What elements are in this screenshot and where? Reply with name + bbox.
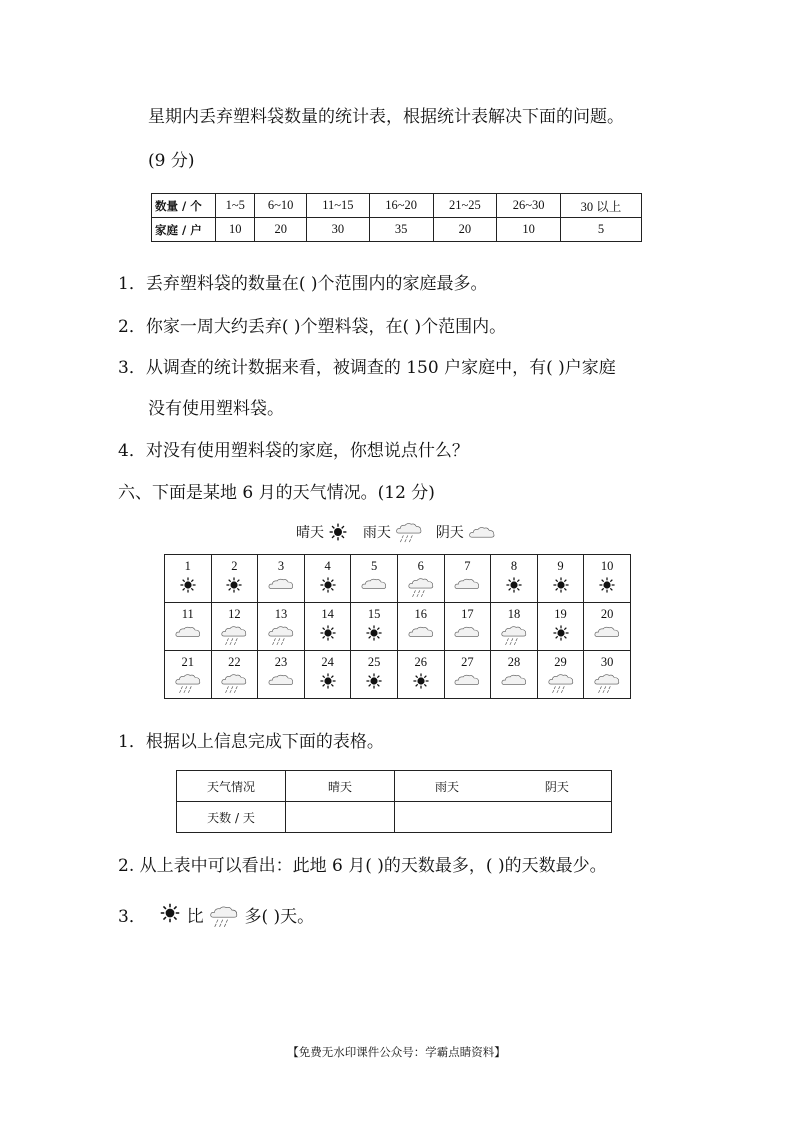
day-number: 10: [600, 559, 614, 573]
family-cell: 35: [369, 218, 433, 242]
row-header-days: 天数 / 天: [177, 802, 286, 833]
family-cell: 20: [433, 218, 497, 242]
day-number: 5: [371, 559, 378, 573]
row-header-families: 家庭 / 户: [152, 218, 216, 242]
calendar-day-cell: [491, 555, 538, 603]
range-cell: 30 以上: [560, 194, 641, 218]
calendar-day-cell: [304, 603, 351, 651]
bag-stats-table: [151, 193, 642, 242]
cloud-icon: [267, 576, 295, 591]
day-number: 4: [324, 559, 331, 573]
question-5-3-cont: 没有使用塑料袋。: [148, 399, 284, 419]
calendar-day-cell: [537, 555, 584, 603]
calendar-day-cell: [211, 555, 258, 603]
table-row: [177, 771, 612, 802]
calendar-day-cell: [351, 603, 398, 651]
intro-score: (9 分): [148, 151, 195, 171]
family-cell: 5: [560, 218, 641, 242]
calendar-day-cell: [304, 651, 351, 699]
calendar-day-cell: [444, 603, 491, 651]
intro-line-1: 星期内丢弃塑料袋数量的统计表，根据统计表解决下面的问题。: [148, 107, 624, 127]
day-number: 16: [414, 607, 428, 621]
legend-sunny-label: 晴天: [296, 525, 324, 541]
calendar-day-cell: [537, 603, 584, 651]
sun-icon: [365, 624, 383, 642]
sun-icon: [412, 672, 430, 690]
calendar-day-cell: [165, 651, 212, 699]
day-number: 9: [557, 559, 564, 573]
calendar-row: [165, 555, 631, 603]
day-number: 15: [367, 607, 381, 621]
day-number: 6: [417, 559, 424, 573]
cloud-icon: [453, 624, 481, 639]
answer-cell-rainy-cloudy[interactable]: [395, 802, 612, 833]
rain-cloud-icon: [500, 624, 528, 646]
rain-cloud-icon: [209, 902, 239, 930]
q3-number: 3．: [118, 907, 146, 927]
day-number: 3: [277, 559, 285, 573]
weather-calendar: [164, 554, 631, 699]
sun-icon: [319, 576, 337, 594]
calendar-day-cell: [584, 555, 631, 603]
question-5-2: 2．你家一周大约丢弃( )个塑料袋，在( )个范围内。: [118, 317, 507, 337]
day-number: 13: [274, 607, 288, 621]
range-cell: 1~5: [216, 194, 255, 218]
calendar-row: [165, 603, 631, 651]
calendar-row: [165, 651, 631, 699]
calendar-day-cell: [584, 603, 631, 651]
day-number: 20: [600, 607, 614, 621]
day-number: 1: [184, 559, 191, 573]
cloud-icon: [407, 624, 435, 639]
day-number: 27: [461, 655, 474, 669]
table-row: [152, 218, 642, 242]
cloud-icon: [500, 672, 528, 687]
calendar-day-cell: [444, 555, 491, 603]
day-number: 14: [321, 607, 334, 621]
calendar-day-cell: [397, 555, 444, 603]
day-number: 29: [554, 655, 567, 669]
calendar-day-cell: [304, 555, 351, 603]
section-6-title: 六、下面是某地 6 月的天气情况。(12 分): [118, 483, 435, 503]
calendar-day-cell: [351, 651, 398, 699]
family-cell: 20: [255, 218, 307, 242]
calendar-day-cell: [211, 603, 258, 651]
answer-cell-sunny[interactable]: [286, 802, 395, 833]
calendar-day-cell: [537, 651, 584, 699]
rain-cloud-icon: [547, 672, 575, 694]
table-row: [177, 802, 612, 833]
question-6-2: 2. 从上表中可以看出：此地 6 月( )的天数最多，( )的天数最少。: [118, 856, 607, 876]
question-5-3: 3．从调查的统计数据来看，被调查的 150 户家庭中，有( )户家庭: [118, 358, 616, 378]
calendar-day-cell: [397, 603, 444, 651]
day-number: 8: [510, 559, 518, 573]
sun-icon: [159, 902, 181, 924]
day-number: 18: [507, 607, 521, 621]
question-6-3: [118, 902, 314, 930]
calendar-day-cell: [258, 603, 305, 651]
day-number: 11: [181, 607, 194, 621]
question-5-1: 1．丢弃塑料袋的数量在( )个范围内的家庭最多。: [118, 274, 488, 294]
day-number: 28: [507, 655, 521, 669]
calendar-day-cell: [397, 651, 444, 699]
sun-icon: [598, 576, 616, 594]
question-6-1: 1．根据以上信息完成下面的表格。: [118, 732, 384, 752]
cloud-icon: [267, 672, 295, 687]
calendar-day-cell: [491, 603, 538, 651]
rain-cloud-icon: [593, 672, 621, 694]
day-number: 2: [231, 559, 238, 573]
day-number: 12: [228, 607, 241, 621]
cloud-icon: [593, 624, 621, 639]
calendar-day-cell: [351, 555, 398, 603]
rain-cloud-icon: [220, 672, 248, 694]
rain-cloud-icon: [220, 624, 248, 646]
calendar-day-cell: [491, 651, 538, 699]
calendar-day-cell: [258, 555, 305, 603]
day-number: 24: [321, 655, 334, 669]
weather-answer-table: [176, 770, 612, 833]
q3-duo: 多( )天。: [244, 907, 315, 927]
rain-cloud-icon: [267, 624, 295, 646]
range-cell: 21~25: [433, 194, 497, 218]
sun-icon: [225, 576, 243, 594]
cloud-icon: [453, 672, 481, 687]
sun-icon: [552, 576, 570, 594]
cloud-icon: [360, 576, 388, 591]
calendar-day-cell: [211, 651, 258, 699]
range-cell: 6~10: [255, 194, 307, 218]
range-cell: 16~20: [369, 194, 433, 218]
calendar-day-cell: [584, 651, 631, 699]
family-cell: 30: [306, 218, 369, 242]
col-rainy-cloudy: [395, 771, 612, 802]
calendar-day-cell: [165, 555, 212, 603]
sun-icon: [179, 576, 197, 594]
rain-cloud-icon: [395, 520, 423, 544]
sun-icon: [365, 672, 383, 690]
col-sunny: 晴天: [286, 771, 395, 802]
rain-cloud-icon: [174, 672, 202, 694]
q3-bi: 比: [186, 907, 204, 927]
day-number: 21: [181, 655, 195, 669]
sun-icon: [319, 672, 337, 690]
day-number: 19: [554, 607, 567, 621]
sun-icon: [552, 624, 570, 642]
day-number: 7: [464, 559, 471, 573]
calendar-day-cell: [258, 651, 305, 699]
day-number: 25: [367, 655, 381, 669]
day-number: 22: [228, 655, 241, 669]
row-header-weather: 天气情况: [177, 771, 286, 802]
cloud-icon: [453, 576, 481, 591]
sun-icon: [505, 576, 523, 594]
sun-icon: [319, 624, 337, 642]
day-number: 26: [414, 655, 428, 669]
legend-rainy-label: 雨天: [362, 525, 391, 541]
sun-icon: [328, 522, 348, 542]
table-row: [152, 194, 642, 218]
calendar-day-cell: [444, 651, 491, 699]
cloud-icon: [468, 523, 496, 541]
calendar-day-cell: [165, 603, 212, 651]
col-cloudy: 阴天: [544, 779, 569, 794]
day-number: 30: [600, 655, 614, 669]
day-number: 23: [274, 655, 288, 669]
weather-legend: [296, 520, 496, 544]
family-cell: 10: [497, 218, 561, 242]
footer-note: 【免费无水印课件公众号：学霸点睛资料】: [287, 1045, 506, 1059]
range-cell: 26~30: [497, 194, 561, 218]
legend-cloudy-label: 阴天: [435, 525, 464, 541]
family-cell: 10: [216, 218, 255, 242]
range-cell: 11~15: [306, 194, 369, 218]
row-header-quantity: 数量 / 个: [152, 194, 216, 218]
col-rainy: 雨天: [435, 779, 460, 794]
question-5-4: 4．对没有使用塑料袋的家庭，你想说点什么？: [118, 441, 469, 461]
rain-cloud-icon: [407, 576, 435, 598]
day-number: 17: [461, 607, 474, 621]
cloud-icon: [174, 624, 202, 639]
